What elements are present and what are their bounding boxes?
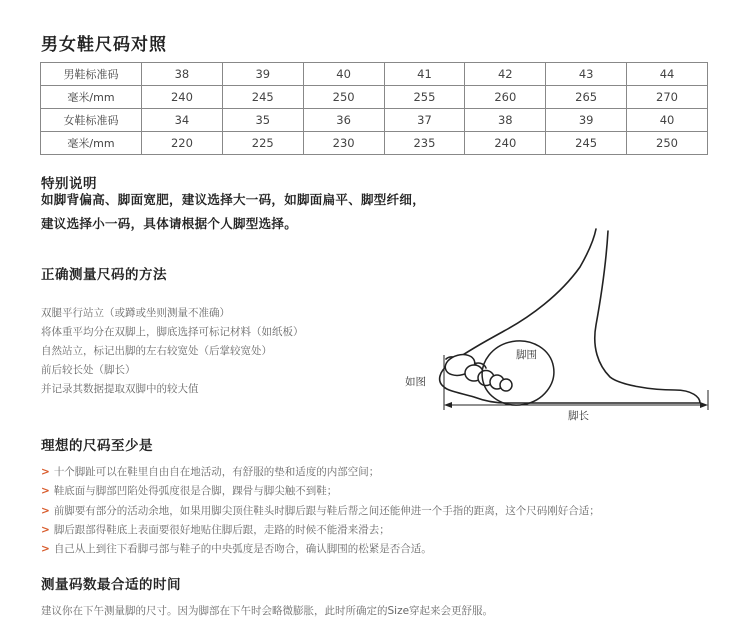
table-cell: 245 — [546, 132, 627, 155]
method-step: 前后较长处（脚长） — [41, 364, 136, 376]
table-cell: 220 — [142, 132, 223, 155]
method-heading: 正确测量尺码的方法 — [41, 267, 167, 283]
table-cell: 230 — [303, 132, 384, 155]
ideal-item-text: 鞋底面与脚部凹陷处得弧度很是合脚，踝骨与脚尖触不到鞋； — [53, 485, 338, 498]
table-cell: 38 — [142, 63, 223, 86]
table-row — [41, 63, 708, 86]
table-row — [41, 86, 708, 109]
ideal-item-text: 脚后跟部得鞋底上表面要很好地贴住脚后跟，走路的时候不能滑来滑去； — [53, 523, 390, 536]
table-cell: 38 — [465, 109, 546, 132]
method-step: 双腿平行站立（或蹲或坐则测量不准确） — [41, 307, 230, 319]
ideal-item — [41, 540, 600, 559]
row-label: 毫米/mm — [41, 132, 142, 155]
method-steps — [41, 304, 304, 399]
table-cell: 39 — [546, 109, 627, 132]
table-cell: 42 — [465, 63, 546, 86]
table-cell: 240 — [465, 132, 546, 155]
arrow-icon: > — [41, 466, 50, 478]
table-cell: 235 — [384, 132, 465, 155]
table-cell: 255 — [384, 86, 465, 109]
special-note-line: 如脚背偏高、脚面宽肥，建议选择大一码，如脚面扁平、脚型纤细， — [41, 192, 426, 207]
ideal-list — [41, 463, 600, 559]
table-cell: 40 — [303, 63, 384, 86]
ideal-item — [41, 502, 600, 521]
table-row — [41, 109, 708, 132]
table-cell: 250 — [303, 86, 384, 109]
table-cell: 40 — [627, 109, 708, 132]
table-cell: 44 — [627, 63, 708, 86]
table-cell: 41 — [384, 63, 465, 86]
table-cell: 245 — [222, 86, 303, 109]
table-cell: 270 — [627, 86, 708, 109]
ideal-item-text: 前脚要有部分的活动余地，如果用脚尖顶住鞋头时脚后跟与鞋后帮之间还能伸进一个手指的距离，这个尺码刚好合适； — [53, 504, 600, 517]
arrow-icon: > — [41, 543, 50, 556]
arrow-icon: > — [41, 523, 50, 536]
row-label: 毫米/mm — [41, 86, 142, 109]
ideal-heading: 理想的尺码至少是 — [41, 438, 153, 454]
table-cell: 265 — [546, 86, 627, 109]
table-cell: 34 — [142, 109, 223, 132]
ideal-item-text: 十个脚趾可以在鞋里自由自在地活动，有舒服的垫和适度的内部空间； — [53, 466, 380, 478]
method-step: 并记录其数据提取双脚中的较大值 — [41, 383, 199, 395]
method-step: 将体重平均分在双脚上，脚底选择可标记材料（如纸板） — [41, 326, 304, 338]
special-note-line: 建议选择小一码，具体请根据个人脚型选择。 — [41, 216, 298, 231]
table-cell: 36 — [303, 109, 384, 132]
special-note-heading: 特别说明 — [41, 176, 97, 192]
foot-diagram — [400, 225, 720, 425]
row-label: 男鞋标准码 — [41, 63, 142, 86]
ideal-item-text: 自己从上到往下看脚弓部与鞋子的中央弧度是否吻合，确认脚围的松紧是否合适。 — [53, 543, 432, 556]
special-note-text — [41, 188, 425, 236]
table-cell: 37 — [384, 109, 465, 132]
ideal-item — [41, 482, 600, 501]
size-table — [40, 62, 708, 155]
row-label: 女鞋标准码 — [41, 109, 142, 132]
timing-text: 建议你在下午测量脚的尺寸。因为脚部在下午时会略微膨胀，此时所确定的Size穿起来会更舒服。 — [41, 605, 494, 617]
length-label: 脚长 — [568, 410, 589, 422]
table-cell: 43 — [546, 63, 627, 86]
table-cell: 225 — [222, 132, 303, 155]
arrow-icon: > — [41, 504, 50, 517]
table-cell: 39 — [222, 63, 303, 86]
table-cell: 250 — [627, 132, 708, 155]
ideal-item — [41, 521, 600, 540]
arrow-icon: > — [41, 485, 50, 498]
ideal-item — [41, 463, 600, 482]
method-step: 自然站立，标记出脚的左右较宽处（后掌较宽处） — [41, 345, 272, 357]
table-cell: 260 — [465, 86, 546, 109]
page-title: 男女鞋尺码对照 — [41, 35, 167, 55]
timing-heading: 测量码数最合适的时间 — [41, 577, 181, 593]
table-cell: 240 — [142, 86, 223, 109]
girth-label: 脚围 — [516, 349, 537, 361]
toe — [500, 379, 512, 391]
table-row — [41, 132, 708, 155]
table-cell: 35 — [222, 109, 303, 132]
width-label: 如图 — [405, 376, 426, 388]
